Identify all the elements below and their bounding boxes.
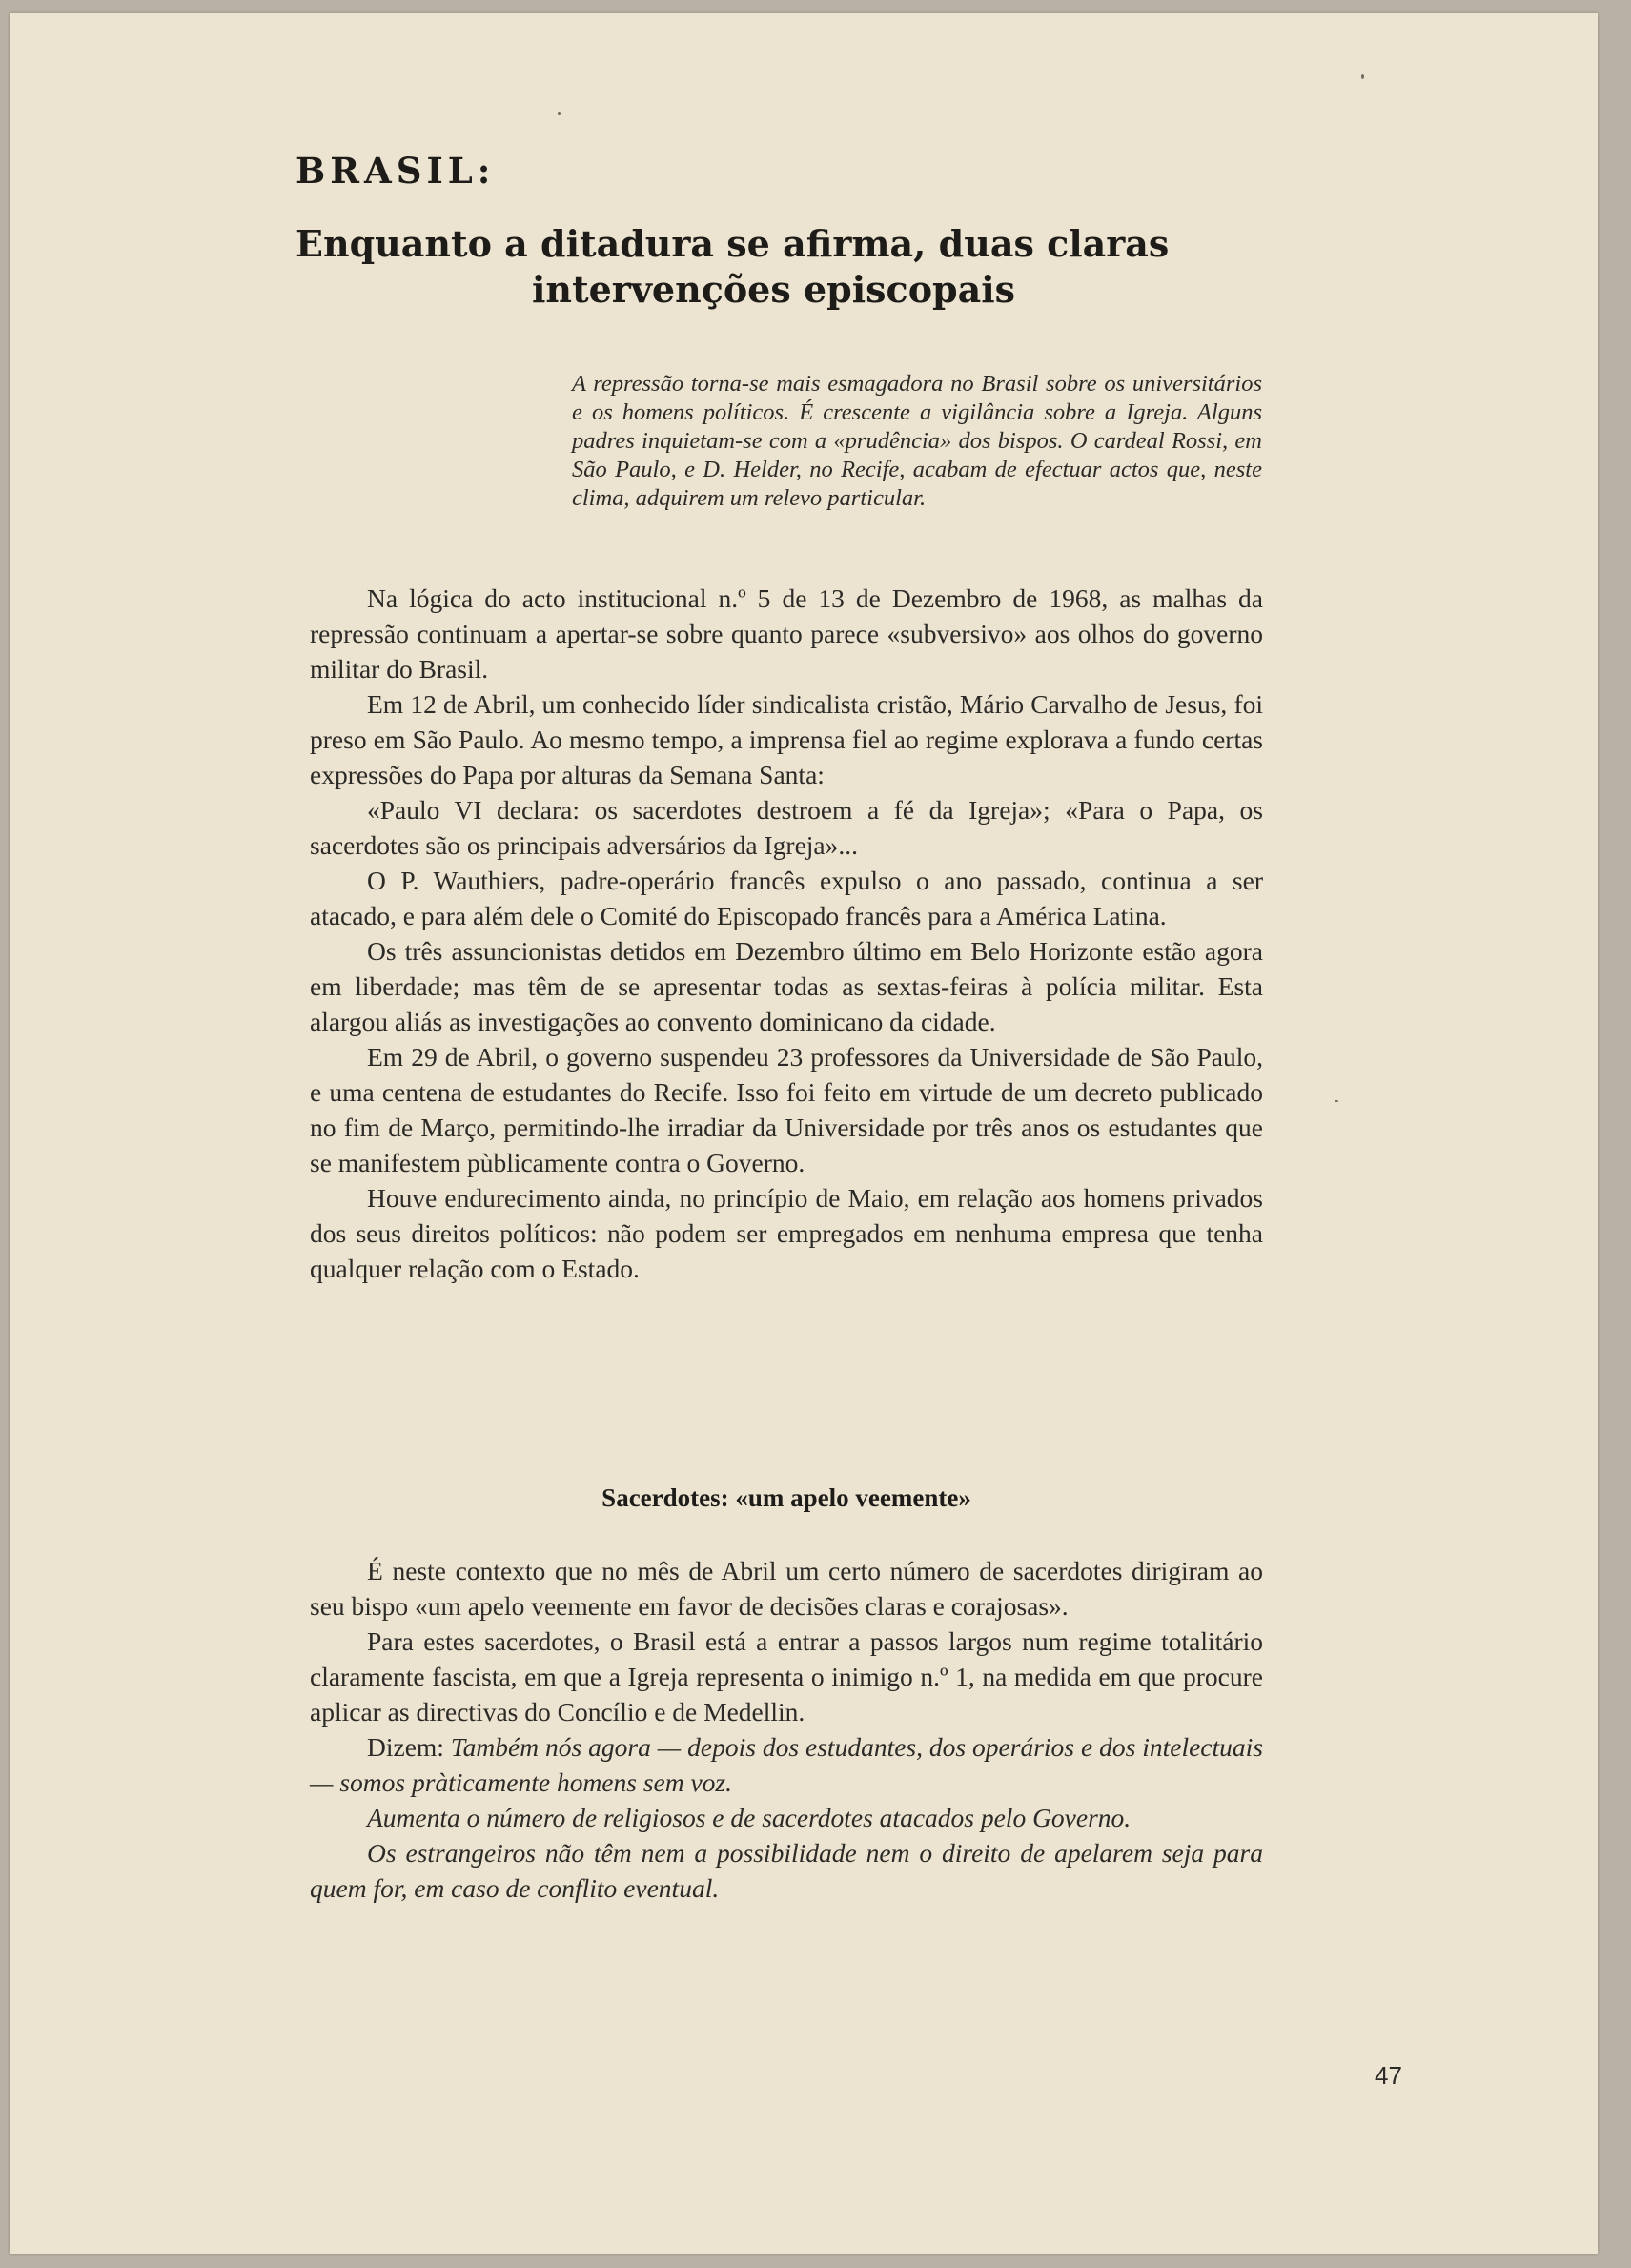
paragraph-dizem [310,1729,1263,1800]
headline-line-2: intervenções episcopais [532,268,1016,311]
italic-paragraph [310,1800,1263,1835]
section-label: BRASIL: [296,150,496,192]
headline-line-1: Enquanto a ditadura se afirma, duas claras [296,222,1170,265]
italic-paragraph-text: Aumenta o número de religiosos e de sacerdotes atacados pelo Governo. [367,1803,1132,1832]
italic-paragraph [310,1835,1263,1906]
paragraph: O P. Wauthiers, padre-operário francês expulso o ano passado, continua a ser atacado, e para além dele o Comité do Episcopado francês para a América Latina. [310,866,1263,930]
document-page [10,13,1598,2254]
italic-paragraph-text: Os estrangeiros não têm nem a possibilidade nem o direito de apelarem seja para quem for, em caso de conflito eventual. [310,1838,1263,1903]
paragraph: Em 29 de Abril, o governo suspendeu 23 professores da Universidade de São Paulo, e uma centena de estudantes do Recife. Isso foi feito em virtude de um decreto publicado no fim de Março, permitindo-lhe irradiar da Universidade por três anos os estudantes que se manifestem pùblicamente contra o Governo. [310,1042,1263,1177]
paper-speck [1335,1100,1338,1102]
page-number: 47 [1375,2061,1402,2090]
headline [296,221,1268,313]
paper-speck [1361,74,1364,79]
paragraph: Na lógica do acto institucional n.º 5 de 13 de Dezembro de 1968, as malhas da repressão continuam a apertar-se sobre quanto parece «subversivo» aos olhos do governo militar do Brasil. [310,583,1263,684]
article-body [310,581,1263,1286]
lead-summary: A repressão torna-se mais esmagadora no Brasil sobre os universitários e os homens políticos. É crescente a vigilância sobre a Igreja. Alguns padres inquietam-se com a «prudência» dos bispos. O cardeal Rossi, em São Paulo, e D. Helder, no Recife, acabam de efectuar actos que, neste clima, adquirem um relevo particular. [572,371,1262,511]
paragraph: Em 12 de Abril, um conhecido líder sindicalista cristão, Mário Carvalho de Jesus, foi preso em São Paulo. Ao mesmo tempo, a imprensa fiel ao regime explorava a fundo certas expressões do Papa por alturas da Semana Santa: [310,689,1263,789]
paragraph: Os três assuncionistas detidos em Dezembro último em Belo Horizonte estão agora em liberdade; mas têm de se apresentar todas as sextas-feiras à polícia militar. Esta alargou aliás as investigações ao convento dominicano da cidade. [310,936,1263,1036]
subheading: Sacerdotes: «um apelo veemente» [601,1483,971,1512]
dizem-quote: Também nós agora — depois dos estudantes, dos operários e dos intelectuais — somos pràticamente homens sem voz. [310,1732,1263,1797]
dizem-prefix: Dizem: [367,1732,451,1762]
paper-speck [558,112,561,115]
paragraph: Para estes sacerdotes, o Brasil está a entrar a passos largos num regime totalitário claramente fascista, em que a Igreja representa o inimigo n.º 1, na medida em que procure aplicar as directivas do Concílio e de Medellin. [310,1626,1263,1727]
paragraph: É neste contexto que no mês de Abril um certo número de sacerdotes dirigiram ao seu bispo «um apelo veemente em favor de decisões claras e corajosas». [310,1556,1263,1621]
paragraph: Houve endurecimento ainda, no princípio de Maio, em relação aos homens privados dos seus direitos políticos: não podem ser empregados em nenhuma empresa que tenha qualquer relação com o Estado. [310,1183,1263,1283]
article-body-section-2 [310,1553,1263,1906]
paragraph: «Paulo VI declara: os sacerdotes destroem a fé da Igreja»; «Para o Papa, os sacerdotes são os principais adversários da Igreja»... [310,795,1263,860]
